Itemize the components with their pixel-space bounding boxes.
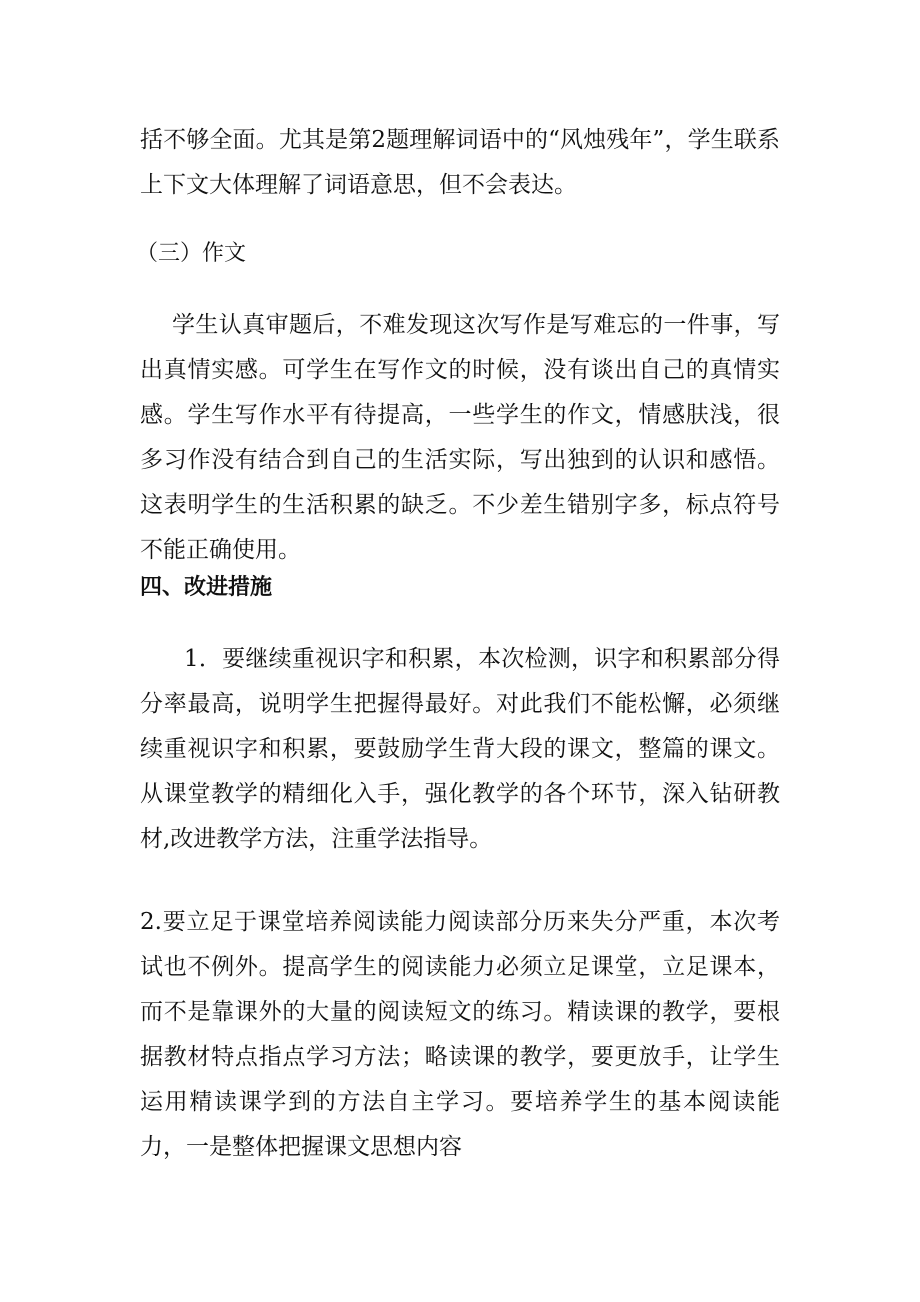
paragraph-reading-continued: 括不够全面。尤其是第2题理解词语中的“风烛残年”，学生联系上下文大体理解了词语意思，但不会表达。	[140, 127, 780, 198]
subheading-composition: （三）作文	[136, 241, 247, 266]
section-heading-improvement-measures: 四、改进措施	[140, 575, 273, 600]
paragraph-composition: 学生认真审题后，不难发现这次写作是写难忘的一件事，写出真情实感。可学生在写作文的时候，没有谈出自己的真情实感。学生写作水平有待提高，一些学生的作文，情感肤浅，很多习作没有结合到自己的生活实际，写出独到的认识和感悟。这表明学生的生活积累的缺乏。不少差生错别字多，标点符号不能正确使用。	[140, 312, 780, 563]
measure-item-1: 1．要继续重视识字和积累，本次检测，识字和积累部分得分率最高，说明学生把握得最好。对此我们不能松懈，必须继续重视识字和积累，要鼓励学生背大段的课文，整篇的课文。从课堂教学的精细化入手，强化教学的各个环节，深入钻研教材,改进教学方法，注重学法指导。	[140, 646, 780, 852]
measure-item-2: 2.要立足于课堂培养阅读能力阅读部分历来失分严重，本次考试也不例外。提高学生的阅读能力必须立足课堂，立足课本，而不是靠课外的大量的阅读短文的练习。精读课的教学，要根据教材特点指点学习方法；略读课的教学，要更放手，让学生运用精读课学到的方法自主学习。要培养学生的基本阅读能力，一是整体把握课文思想内容	[140, 909, 780, 1160]
